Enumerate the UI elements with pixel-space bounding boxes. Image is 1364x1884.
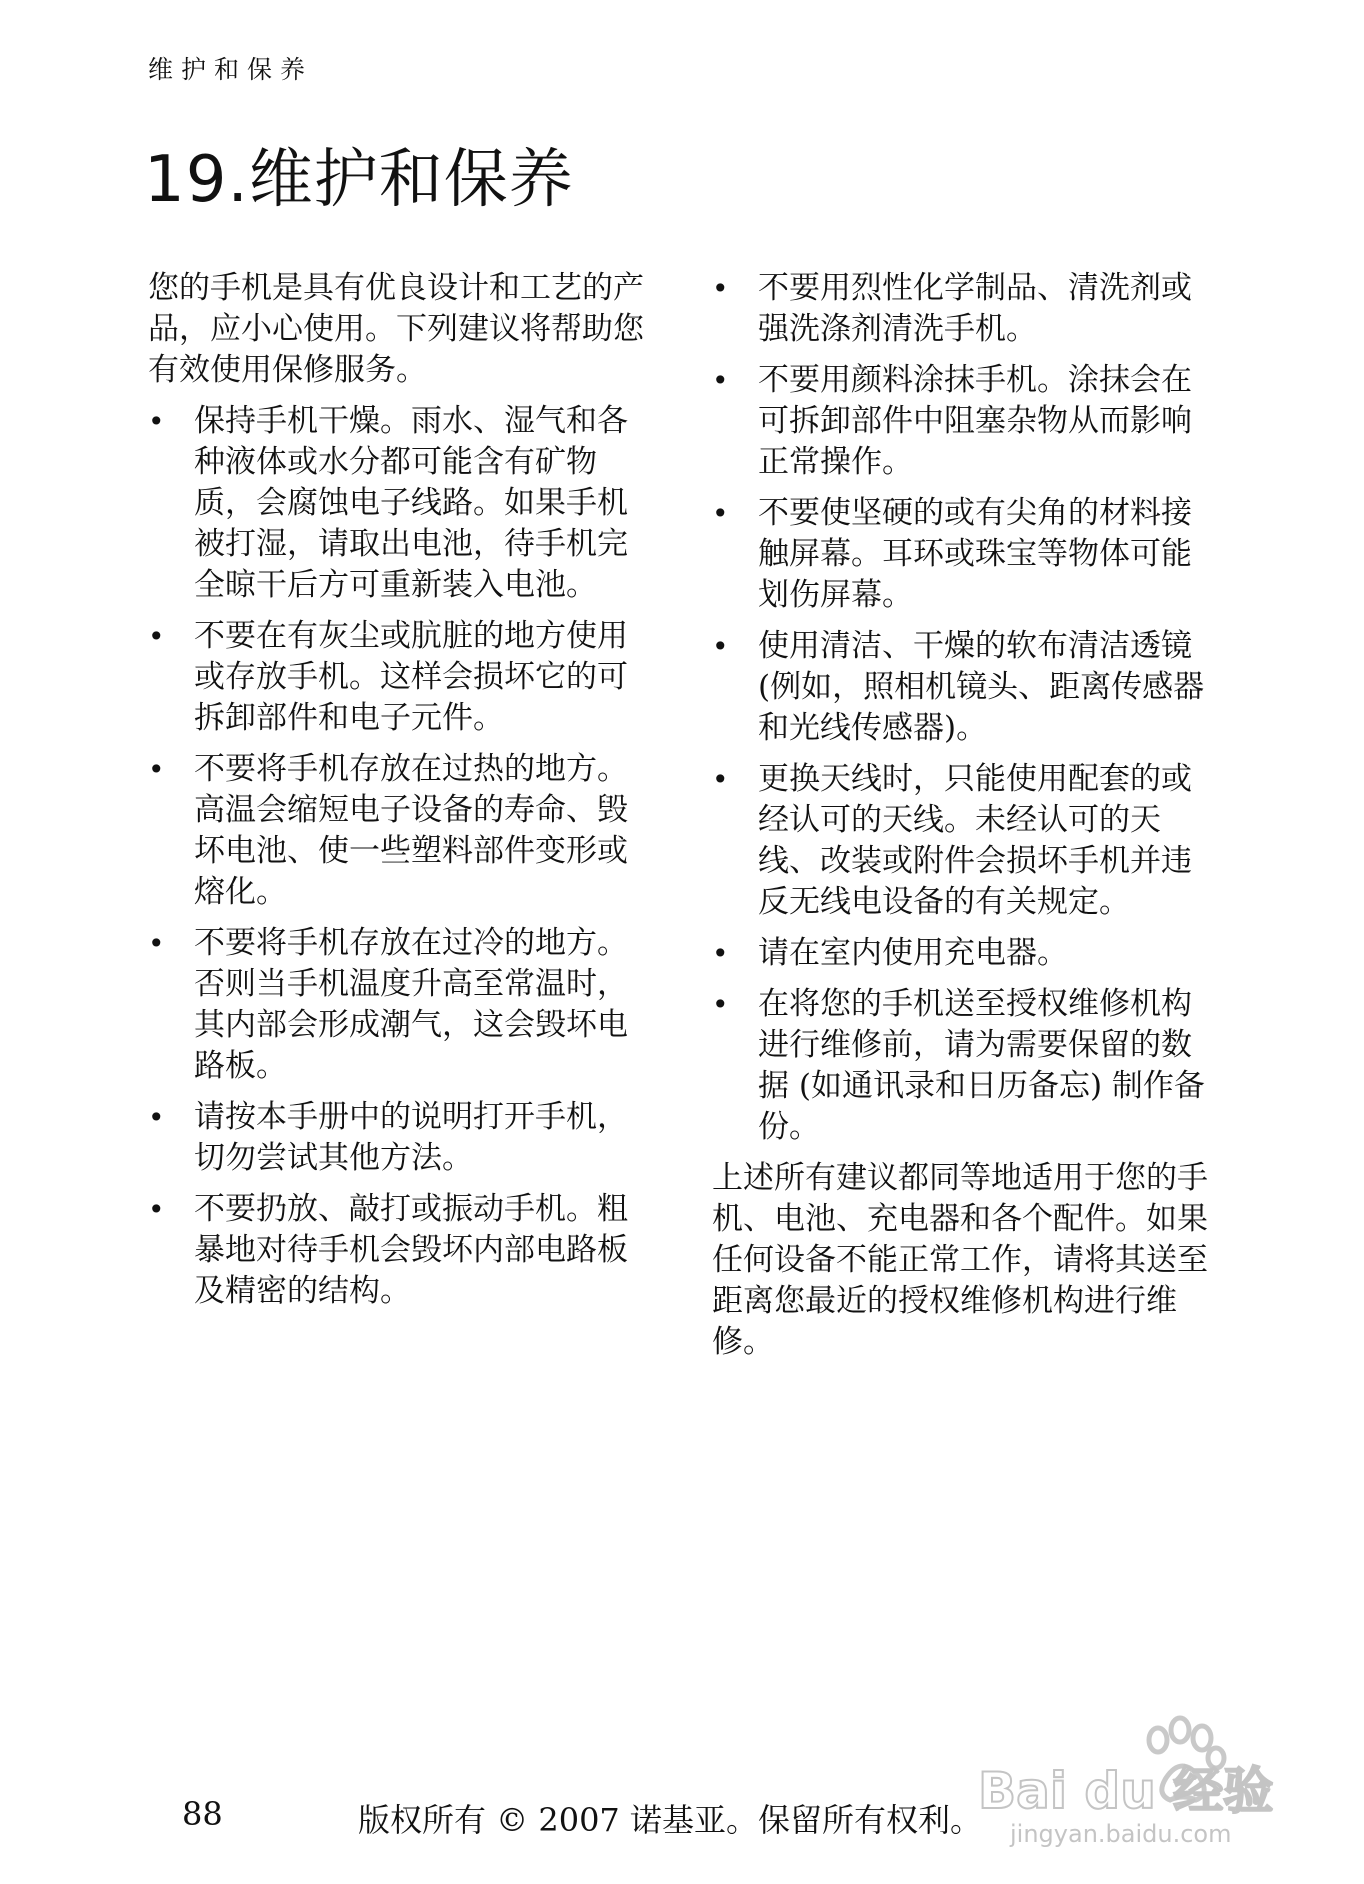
list-item bbox=[148, 1097, 648, 1179]
list-item bbox=[148, 616, 648, 739]
list-item-text: 请在室内使用充电器。 bbox=[758, 935, 1068, 971]
list-item-text: 不要用烈性化学制品、清洗剂或强洗涤剂清洗手机。 bbox=[758, 270, 1192, 347]
list-item-text: 不要扔放、敲打或振动手机。粗暴地对待手机会毁坏内部电路板及精密的结构。 bbox=[194, 1191, 628, 1309]
list-item-text: 不要将手机存放在过冷的地方。否则当手机温度升高至常温时，其内部会形成潮气，这会毁坏电路板。 bbox=[194, 925, 628, 1084]
list-item-text: 不要在有灰尘或肮脏的地方使用或存放手机。这样会损坏它的可拆卸部件和电子元件。 bbox=[194, 618, 628, 736]
list-item bbox=[712, 759, 1222, 923]
list-item-text: 更换天线时，只能使用配套的或经认可的天线。未经认可的天线、改装或附件会损坏手机并违反无线电设备的有关规定。 bbox=[758, 761, 1192, 920]
chapter-title: 19.维护和保养 bbox=[144, 143, 574, 217]
bullet-icon: • bbox=[712, 763, 729, 796]
list-item bbox=[712, 626, 1222, 749]
right-bullet-list bbox=[712, 268, 1222, 1148]
list-item-text: 请按本手册中的说明打开手机，切勿尝试其他方法。 bbox=[194, 1099, 628, 1176]
list-item bbox=[148, 749, 648, 913]
page-number: 88 bbox=[182, 1795, 223, 1833]
list-item-text: 不要将手机存放在过热的地方。高温会缩短电子设备的寿命、毁坏电池、使一些塑料部件变形或熔化。 bbox=[194, 751, 628, 910]
bullet-icon: • bbox=[712, 272, 729, 305]
bullet-icon: • bbox=[148, 620, 165, 653]
list-item-text: 不要使坚硬的或有尖角的材料接触屏幕。耳环或珠宝等物体可能划伤屏幕。 bbox=[758, 495, 1192, 613]
bullet-icon: • bbox=[712, 937, 729, 970]
bullet-icon: • bbox=[148, 405, 165, 438]
list-item bbox=[148, 923, 648, 1087]
bullet-icon: • bbox=[712, 988, 729, 1021]
bullet-icon: • bbox=[712, 497, 729, 530]
intro-paragraph: 您的手机是具有优良设计和工艺的产品，应小心使用。下列建议将帮助您有效使用保修服务。 bbox=[148, 270, 644, 388]
list-item-text: 保持手机干燥。雨水、湿气和各种液体或水分都可能含有矿物质，会腐蚀电子线路。如果手机被打湿，请取出电池，待手机完全晾干后方可重新装入电池。 bbox=[194, 403, 628, 603]
list-item bbox=[148, 1189, 648, 1312]
running-head: 维护和保养 bbox=[148, 55, 314, 84]
list-item bbox=[712, 984, 1222, 1148]
left-column bbox=[148, 268, 648, 1322]
bullet-icon: • bbox=[712, 364, 729, 397]
list-item bbox=[712, 493, 1222, 616]
bullet-icon: • bbox=[148, 753, 165, 786]
list-item bbox=[712, 268, 1222, 350]
list-item bbox=[148, 401, 648, 606]
list-item-text: 不要用颜料涂抹手机。涂抹会在可拆卸部件中阻塞杂物从而影响正常操作。 bbox=[758, 362, 1192, 480]
copyright-notice: 版权所有 © 2007 诺基亚。保留所有权利。 bbox=[358, 1801, 982, 1839]
bullet-icon: • bbox=[148, 1101, 165, 1134]
list-item-text: 使用清洁、干燥的软布清洁透镜 (例如，照相机镜头、距离传感器和光线传感器)。 bbox=[758, 628, 1205, 746]
list-item bbox=[712, 360, 1222, 483]
bullet-icon: • bbox=[148, 927, 165, 960]
closing-paragraph: 上述所有建议都同等地适用于您的手机、电池、充电器和各个配件。如果任何设备不能正常工作，请将其送至距离您最近的授权维修机构进行维修。 bbox=[712, 1160, 1208, 1360]
baidu-jingyan-watermark bbox=[970, 1700, 1300, 1850]
right-column bbox=[712, 268, 1222, 1373]
watermark-url: jingyan.baidu.com bbox=[1010, 1820, 1232, 1848]
list-item-text: 在将您的手机送至授权维修机构进行维修前，请为需要保留的数据 (如通讯录和日历备忘) 制作备份。 bbox=[758, 986, 1205, 1145]
list-item bbox=[712, 933, 1222, 974]
bullet-icon: • bbox=[712, 630, 729, 663]
left-bullet-list bbox=[148, 401, 648, 1312]
bullet-icon: • bbox=[148, 1193, 165, 1226]
watermark-brand: Bai du 经验 bbox=[978, 1762, 1274, 1820]
